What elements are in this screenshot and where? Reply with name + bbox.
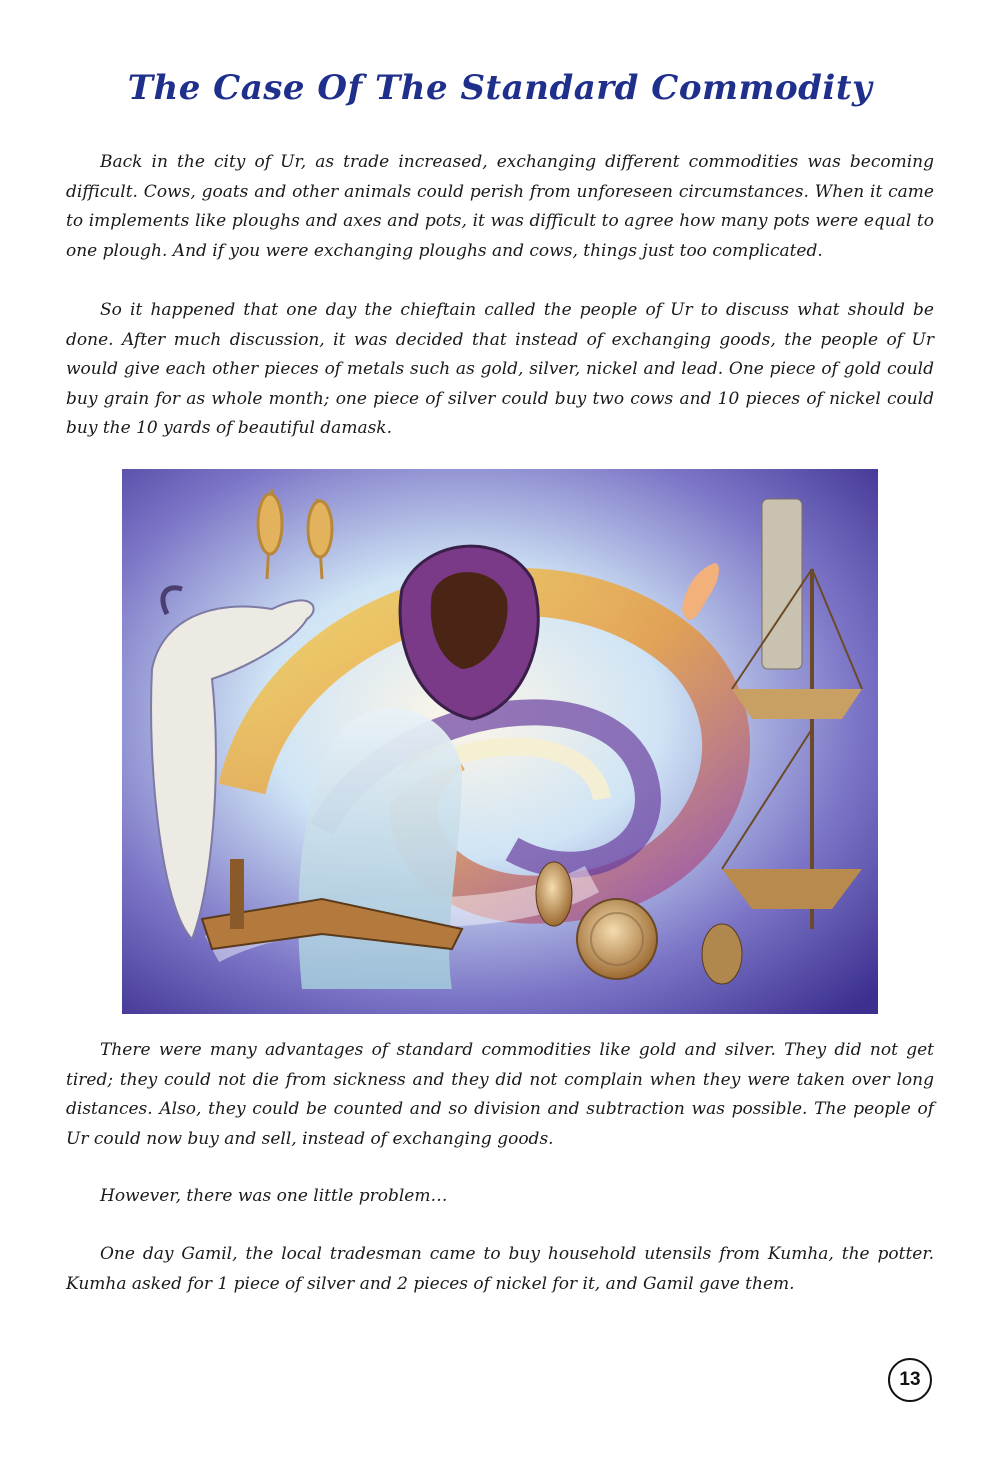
painting-illustration: [122, 469, 878, 1014]
paragraph-problem: However, there was one little problem…: [100, 1186, 448, 1206]
page-title: The Case Of The Standard Commodity: [127, 68, 873, 108]
paragraph-chieftain: So it happened that one day the chieftain called the people of Ur to discuss what should be done. After much discussion, it was decided that instead of exchanging goods, the people of Ur would give each other pieces of metals such as gold, silver, nickel and lead. One piece of gold could buy grain for as whole month; one piece of silver could buy two cows and 10 pieces of nickel could buy the 10 yards of beautiful damask.: [66, 300, 934, 438]
paragraph-gamil: One day Gamil, the local tradesman came to buy household utensils from Kumha, the potter. Kumha asked for 1 piece of silver and 2 pieces of nickel for it, and Gamil gave them.: [66, 1244, 934, 1294]
page-number-badge: [888, 1358, 932, 1402]
paragraph-advantages: There were many advantages of standard commodities like gold and silver. They did not get tired; they could not die from sickness and they did not complain when they were taken over long distances. Also, they could be counted and so division and subtraction was possible. The people of Ur could now buy and sell, instead of exchanging goods.: [66, 1040, 934, 1149]
paragraph-ur-trade: Back in the city of Ur, as trade increased, exchanging different commodities was becoming difficult. Cows, goats and other animals could perish from unforeseen circumstances. When it came to implements like ploughs and axes and pots, it was difficult to agree how many pots were equal to one plough. And if you were exchanging ploughs and cows, things just too complicated.: [66, 152, 934, 261]
page-number: 13: [899, 1369, 921, 1390]
